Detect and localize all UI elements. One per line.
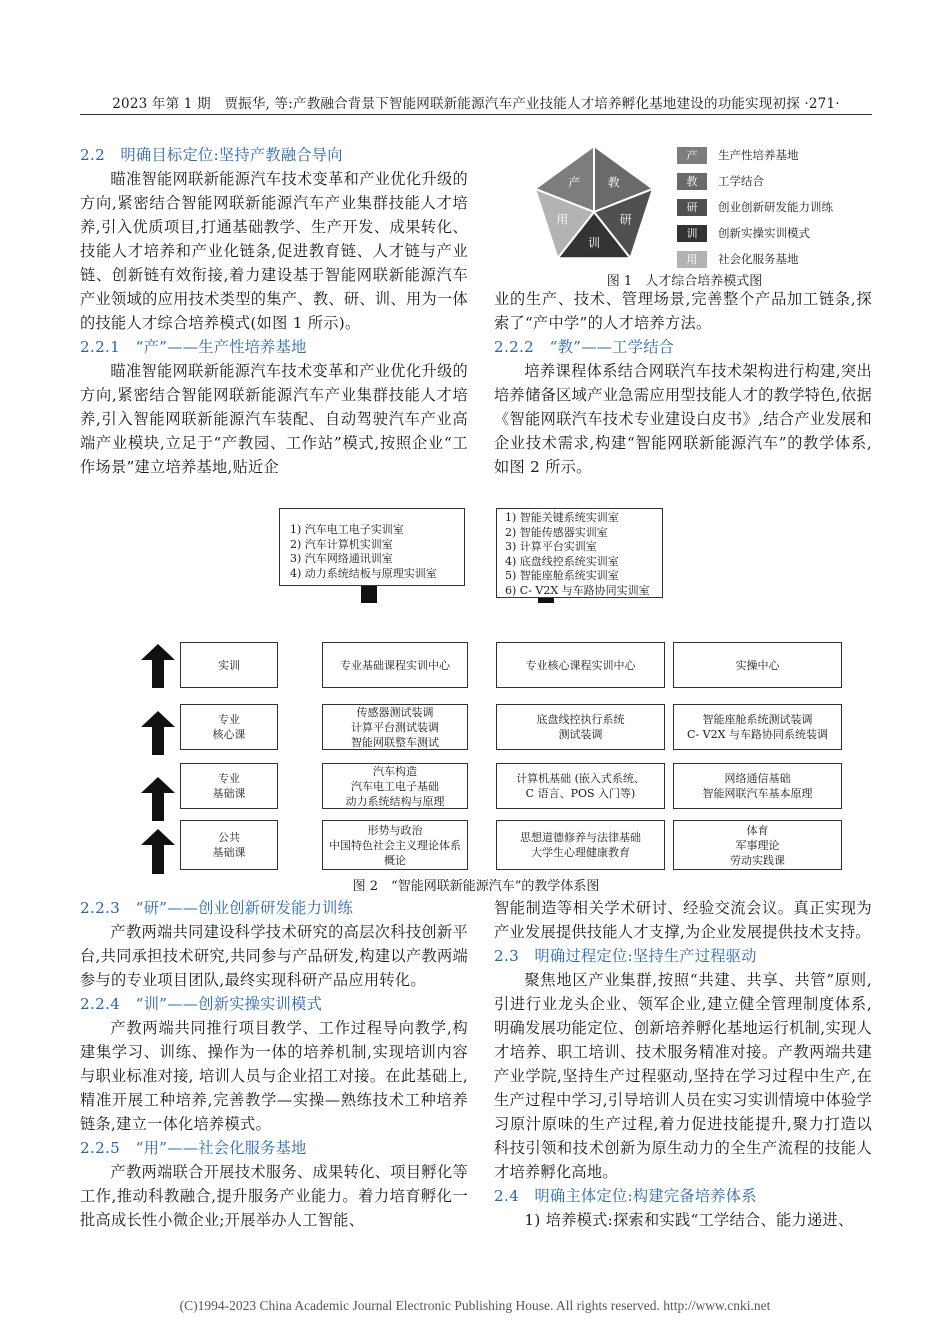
- legend-swatch: 教: [677, 173, 707, 190]
- box-line: 网络通信基础: [724, 772, 791, 785]
- box-public-c3: [673, 820, 842, 870]
- heading-2-2-4: 2.2.4 “训”——创新实操实训模式: [80, 995, 323, 1013]
- paragraph-2-3: 聚焦地区产业集群,按照“共建、共享、共管”原则,引进行业龙头企业、领军企业,建立健全管理制度体系,明确发展功能定位、创新培养孵化基地运行机制,实现人才培养、职工培训、技术服务精准对接。产教两端共建产业学院,坚持生产过程驱动,坚持在学习过程中生产,在生产过程中学习,引导培训人员在实习实训情境中体验学习原汁原味的生产过程,着力促进技能提升,聚力打造以科技引领和技术创新为原生动力的全生产流程的技能人才培养孵化高地。: [494, 971, 872, 1181]
- arrow-up-icon: [141, 829, 175, 874]
- box-core-c3: [673, 704, 842, 750]
- lab-item: 2) 智能传感器实训室: [505, 525, 608, 539]
- box-line: 汽车电工电子基础: [351, 779, 439, 793]
- heading-2-2-2: 2.2.2 “教”——工学结合: [494, 338, 675, 356]
- box-line: 专业核心课程实训中心: [525, 658, 636, 672]
- paragraph-continued: 业的生产、技术、管理场景,完善整个产品加工链条,探索了“产中学”的人才培养方法。: [494, 290, 872, 332]
- pentagon-label: 用: [556, 212, 569, 227]
- paragraph-2-2: 瞄准智能网联新能源汽车技术变革和产业优化升级的方向,紧密结合智能网联新能源汽车产业集群技能人才培养,引入优质项目,打通基础教学、生产开发、成果转化、技能人才培养和产业化链条,促进教育链、人才链与产业链、创新链有效衔接,着力建设基于智能网联新能源汽车产业领域的应用技术类型的集产、教、研、训、用为一体的技能人才综合培养模式(如图 1 所示)。: [80, 170, 468, 332]
- lab-item: 5) 智能座舱系统实训室: [505, 569, 619, 582]
- box-line: 底盘线控执行系统: [536, 713, 625, 726]
- pentagon-label: 教: [607, 175, 620, 190]
- arrow-up-icon: [141, 711, 175, 755]
- left-column-bottom: [80, 896, 468, 1232]
- box-public-c2: [496, 820, 665, 870]
- box-line: 劳动实践课: [730, 853, 785, 867]
- legend-label: 社会化服务基地: [718, 252, 799, 266]
- paragraph-2-2-2: 培养课程体系结合网联汽车技术架构进行构建,突出培养储备区域产业急需应用型技能人才的教学特色,依据《智能网联汽车技术专业建设白皮书》,结合产业发展和企业技术需求,构建“智能网联新能源汽车”的教学体系,如图 2 所示。: [494, 362, 872, 476]
- row-label-shixun: [180, 642, 278, 688]
- box-line: 专业基础课程实训中心: [340, 658, 450, 672]
- paragraph-2-4: 1) 培养模式:探索和实践“工学结合、能力递进、: [524, 1211, 854, 1229]
- lab-item: 3) 计算平台实训室: [505, 540, 597, 553]
- box-line: 智能座舱系统测试装调: [702, 713, 813, 726]
- paragraph-2-2-3: 产教两端共同建设科学技术研究的高层次科技创新平台,共同承担技术研究,共同参与产品研发,构建以产教两端参与的专业项目团队,最终实现科研产品应用转化。: [80, 923, 468, 989]
- paragraph-2-2-5: 产教两端联合开展技术服务、成果转化、项目孵化等工作,推动科教融合,提升服务产业能力。着力培育孵化一批高成长性小微企业;开展举办人工智能、: [80, 1163, 468, 1229]
- box-line: 智能网联整车测试: [351, 735, 439, 749]
- box-line: 汽车构造: [373, 764, 417, 778]
- paragraph-2-2-4: 产教两端共同推行项目教学、工作过程导向教学,构建集学习、训练、操作为一体的培养机制,实现培训内容与职业标准对接, 培训人员与企业招工对接。在此基础上,精准开展工种培养,完善教学—实操—熟练技术工种培养链条,建立一体化培养模式。: [80, 1019, 468, 1133]
- box-public-c1: [322, 820, 468, 870]
- box-line: 基础课: [212, 846, 246, 859]
- lab-item: 6) C- V2X 与车路协同实训室: [505, 583, 650, 597]
- right-column-bottom: [494, 896, 872, 1232]
- running-head: 2023 年第 1 期 贾振华, 等:产教融合背景下智能网联新能源汽车产业技能人才培养孵化基地建设的功能实现初探 ·271·: [112, 96, 840, 112]
- lab-box-right: [496, 508, 663, 598]
- legend-swatch: 研: [677, 199, 707, 216]
- box-line: 专业: [218, 772, 240, 785]
- legend-label: 创业创新研发能力训练: [718, 200, 833, 214]
- pentagon-label: 研: [619, 212, 632, 227]
- figure-1-caption: 图 1 人才综合培养模式图: [606, 274, 763, 289]
- box-line: 传感器测试装调: [356, 705, 434, 719]
- box-practice-center: [673, 642, 842, 688]
- box-line: 体育: [746, 823, 769, 837]
- box-line: 公共: [218, 831, 240, 844]
- box-line: 实操中心: [735, 658, 780, 672]
- box-line: 计算平台测试装调: [351, 720, 439, 734]
- box-line: 思想道德修养与法律基础: [520, 831, 641, 844]
- box-line: C- V2X 与车路协同系统装调: [687, 728, 828, 741]
- row-label-public-courses: [180, 820, 278, 870]
- box-line: 大学生心理健康教育: [531, 846, 630, 859]
- legend-label: 工学结合: [718, 174, 764, 188]
- box-line: 动力系统结构与原理: [345, 794, 445, 808]
- figure-2-caption: 图 2 “智能网联新能源汽车”的教学体系图: [352, 879, 600, 894]
- pentagon-label: 产: [568, 175, 581, 190]
- heading-2-2-3: 2.2.3 “研”——创业创新研发能力训练: [80, 899, 354, 917]
- legend-swatch: 用: [677, 251, 707, 268]
- heading-2-3: 2.3 明确过程定位:坚持生产过程驱动: [494, 947, 757, 965]
- heading-2-2-1: 2.2.1 “产”——生产性培养基地: [80, 338, 307, 356]
- lab-item: 3) 汽车网络通讯训室: [290, 552, 393, 565]
- box-basic-c3: [673, 763, 842, 809]
- box-line: 军事理论: [735, 838, 780, 852]
- heading-2-4: 2.4 明确主体定位:构建完备培养体系: [494, 1187, 757, 1205]
- row-label-basic-courses: [180, 763, 278, 809]
- row-label-core-courses: [180, 704, 278, 750]
- arrow-up-icon: [141, 777, 175, 821]
- box-line: 专业: [218, 713, 240, 726]
- lab-item: 1) 汽车电工电子实训室: [290, 523, 404, 536]
- box-line: 实训: [218, 658, 240, 672]
- box-professional-basic-training-center: [322, 642, 468, 688]
- lab-item: 4) 底盘线控系统实训室: [505, 554, 619, 568]
- legend-swatch: 训: [677, 225, 707, 242]
- box-line: 基础课: [212, 787, 246, 800]
- pentagon-label: 训: [587, 235, 601, 250]
- box-line: 概论: [384, 853, 406, 867]
- lab-box-left: [279, 508, 465, 586]
- lab-item: 4) 动力系统结板与原理实训室: [290, 566, 437, 580]
- heading-2-2-5: 2.2.5 “用”——社会化服务基地: [80, 1139, 307, 1157]
- copyright-footer: (C)1994-2023 China Academic Journal Electronic Publishing House. All rights reserved. http://www.cnki.net: [179, 1298, 771, 1313]
- legend-swatch: 产: [677, 147, 707, 164]
- legend-label: 创新实操实训模式: [718, 226, 810, 240]
- box-core-c1: [322, 704, 468, 750]
- box-line: 形势与政治: [367, 823, 423, 837]
- box-basic-c1: [322, 763, 468, 809]
- lab-item: 2) 汽车计算机实训室: [290, 537, 393, 551]
- box-line: 智能网联汽车基本原理: [702, 787, 813, 800]
- box-line: 计算机基础 (嵌入式系统、: [516, 772, 645, 785]
- box-line: 测试装调: [558, 728, 603, 741]
- box-professional-core-training-center: [496, 642, 665, 688]
- box-line: 中国特色社会主义理论体系: [329, 838, 461, 852]
- box-basic-c2: [496, 763, 665, 809]
- box-line: 核心课: [212, 728, 246, 741]
- heading-2-2: 2.2 明确目标定位:坚持产教融合导向: [80, 146, 343, 164]
- box-core-c2: [496, 704, 665, 750]
- paragraph-continued: 智能制造等相关学术研讨、经验交流会议。真正实现为产业发展提供技能人才支撑,为企业发展提供技术支持。: [494, 899, 872, 941]
- legend-label: 生产性培养基地: [718, 148, 799, 162]
- paragraph-2-2-1: 瞄准智能网联新能源汽车技术变革和产业优化升级的方向,紧密结合智能网联新能源汽车产业集群技能人才培养,引入智能网联新能源汽车装配、自动驾驶汽车产业高端产业模块,立足于“产教园、工作站”模式,按照企业“工作场景”建立培养基地,贴近企: [80, 362, 468, 476]
- arrow-up-icon: [141, 644, 175, 688]
- lab-item: 1) 智能关键系统实训室: [505, 511, 619, 524]
- box-line: C 语言、POS 入门等): [525, 787, 636, 800]
